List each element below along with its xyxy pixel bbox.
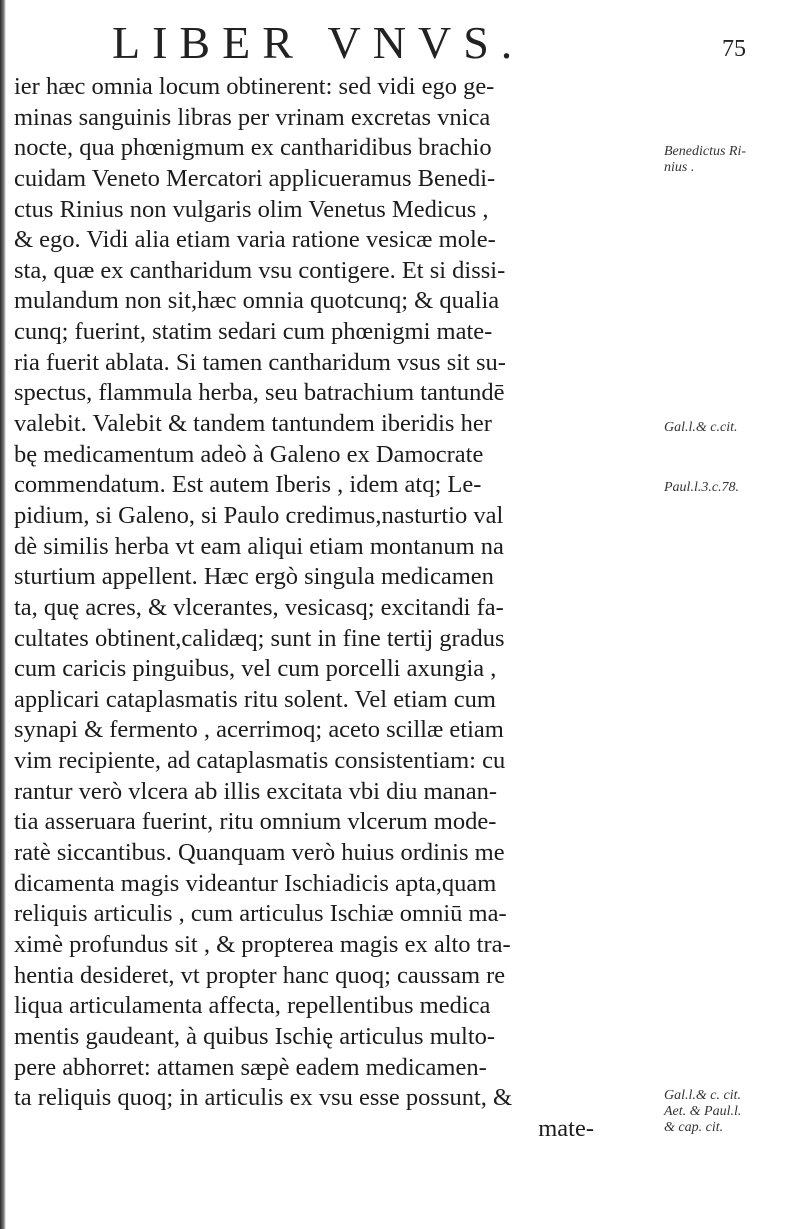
text-line: & ego. Vidi alia etiam varia ratione vesicæ mole-	[14, 226, 496, 254]
text-line: valebit. Valebit & tandem tantundem iberidis her	[14, 410, 492, 438]
margin-note-line: Aet. & Paul.l.	[664, 1104, 742, 1119]
text-line: bę medicamentum adeò à Galeno ex Damocrate	[14, 440, 484, 468]
text-line: nocte, qua phœnigmum ex cantharidibus brachio	[14, 134, 492, 162]
text-line: pere abhorret: attamen sæpè eadem medicamen-	[14, 1053, 487, 1081]
margin-note-line: Benedictus Ri-	[664, 144, 747, 159]
text-line: vim recipiente, ad cataplasmatis consistentiam: cu	[14, 747, 506, 775]
running-title: LIBER VNVS.	[112, 17, 525, 68]
margin-note-galen-aet-paul	[664, 1088, 800, 1136]
text-line: ratè siccantibus. Quanquam verò huius ordinis me	[14, 839, 505, 867]
text-line: hentia desideret, vt propter hanc quoq; caussam re	[14, 961, 506, 989]
margin-note-line: Gal.l.& c. cit.	[664, 1088, 741, 1103]
text-line: cultates obtinent,calidæq; sunt in fine tertij gradus	[14, 624, 505, 652]
text-line: reliquis articulis , cum articulus Ischiæ omniū ma-	[14, 900, 507, 928]
catchword: mate-	[538, 1114, 594, 1142]
text-line: commendatum. Est autem Iberis , idem atq; Le-	[14, 471, 482, 499]
text-line: rantur verò vlcera ab illis excitata vbi diu manan-	[14, 777, 498, 805]
text-line: cunq; fuerint, statim sedari cum phœnigmi mate-	[14, 318, 493, 346]
text-line: tia asseruara fuerint, ritu omnium vlcerum mode-	[14, 808, 497, 836]
margin-note-line: Gal.l.& c.cit.	[664, 420, 738, 435]
margin-note-paul-ref	[664, 480, 800, 496]
page-number: 75	[722, 36, 746, 62]
text-line: ier hæc omnia locum obtinerent: sed vidi ego ge-	[14, 73, 495, 100]
text-line: sturtium appellent. Hæc ergò singula medicamen	[14, 563, 494, 591]
main-text-column	[14, 72, 644, 1144]
text-line: ta, quę acres, & vlcerantes, vesicasq; excitandi fa-	[14, 593, 504, 621]
page-header	[0, 8, 800, 68]
text-line: spectus, flammula herba, seu batrachium tantundē	[14, 379, 505, 407]
text-line: minas sanguinis libras per vrinam excretas vnica	[14, 103, 491, 131]
text-line: liqua articulamenta affecta, repellentibus medica	[14, 992, 491, 1020]
margin-note-line: & cap. cit.	[664, 1120, 724, 1135]
margin-note-galen-ref	[664, 420, 800, 436]
text-line: ctus Rinius non vulgaris olim Venetus Medicus ,	[14, 195, 489, 223]
margin-note-line: Paul.l.3.c.78.	[664, 480, 740, 495]
text-line: applicari cataplasmatis ritu solent. Vel etiam cum	[14, 685, 496, 713]
text-line: ria fuerit ablata. Si tamen cantharidum vsus sit su-	[14, 348, 506, 376]
text-line: sta, quæ ex cantharidum vsu contigere. Et si dissi-	[14, 256, 506, 284]
text-line: mentis gaudeant, à quibus Ischię articulus multo-	[14, 1022, 496, 1050]
margin-note-line: nius .	[664, 160, 695, 175]
binding-gutter-shadow	[0, 0, 6, 1229]
text-line: ximè profundus sit , & propterea magis ex alto tra-	[14, 930, 511, 958]
text-line: cum caricis pinguibus, vel cum porcelli axungia ,	[14, 655, 497, 683]
margin-note-benedictus	[664, 144, 800, 176]
text-line: dicamenta magis videantur Ischiadicis apta,quam	[14, 869, 497, 897]
text-line: synapi & fermento , acerrimoq; aceto scillæ etiam	[14, 716, 504, 744]
text-line: ta reliquis quoq; in articulis ex vsu esse possunt, &	[14, 1084, 513, 1112]
text-line: mulandum non sit,hæc omnia quotcunq; & qualia	[14, 287, 500, 315]
text-line: pidium, si Galeno, si Paulo credimus,nasturtio val	[14, 501, 504, 529]
text-line: cuidam Veneto Mercatori applicueramus Benedi-	[14, 164, 496, 192]
text-line: dè similis herba vt eam aliqui etiam montanum na	[14, 532, 504, 560]
